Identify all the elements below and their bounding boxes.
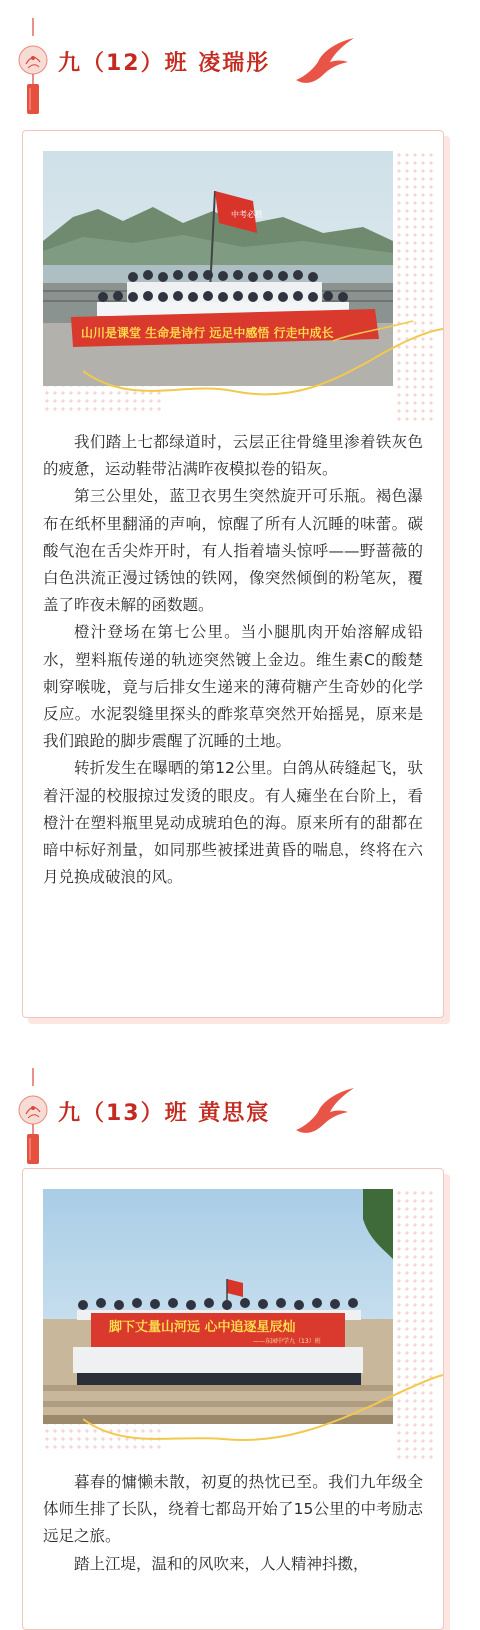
article-body [43, 1469, 423, 1578]
banner-text: 山川是课堂 生命是诗行 远足中感悟 行走中成长 [81, 326, 334, 340]
lantern-icon [18, 18, 48, 118]
paragraph: 橙汁登场在第七公里。当小腿肌肉开始溶解成铅水，塑料瓶传递的轨迹突然镀上金边。维生素C的酸楚刺穿喉咙，竟与后排女生递来的薄荷糖产生奇妙的化学反应。水泥裂缝里探头的酢浆草突然开始摇晃，原来是我们踉跄的脚步震醒了沉睡的土地。 [43, 623, 423, 751]
page-title: 九（12）班 凌瑞彤 [58, 51, 271, 76]
photo-frame [43, 1189, 423, 1449]
group-photo [43, 151, 393, 386]
article-card [22, 130, 444, 1018]
paragraph: 第三公里处，蓝卫衣男生突然旋开可乐瓶。褐色瀑布在纸杯里翻涌的声响，惊醒了所有人沉睡的味蕾。碳酸气泡在舌尖炸开时，有人指着墙头惊呼——野蔷薇的白色洪流正漫过锈蚀的铁网，像突然倾倒的粉笔灰，覆盖了昨夜未解的函数题。 [43, 487, 423, 615]
article-card [22, 1168, 444, 1630]
photo-frame [43, 151, 423, 411]
flag-text: 中考必胜 [231, 210, 263, 219]
page-title: 九（13）班 黄思宸 [58, 1101, 271, 1126]
paragraph: 踏上江堤，温和的风吹来，人人精神抖擞， [74, 1554, 369, 1573]
section-header [0, 1050, 480, 1170]
paragraph: 转折发生在曝晒的第12公里。白鸽从砖缝起飞，驮着汗湿的校服掠过发烫的眼皮。有人瘫坐在台阶上，看橙汁在塑料瓶里晃动成琥珀色的海。原来所有的甜都在暗中标好剂量，如同那些被揉进黄昏的喘息，终将在六月兑换成破浪的风。 [43, 759, 423, 887]
dot-pattern [43, 1419, 163, 1453]
flying-bird-icon [292, 36, 356, 92]
dot-pattern [395, 151, 435, 421]
section-header [0, 0, 480, 120]
dot-pattern [395, 1189, 435, 1459]
paragraph: 我们踏上七都绿道时，云层正往骨缝里渗着铁灰色的疲惫，运动鞋带沾满昨夜模拟卷的铅灰。 [43, 433, 423, 479]
banner-text: 脚下丈量山河远 心中追逐星辰灿 [109, 1320, 296, 1335]
section-class-13 [0, 1050, 480, 1610]
banner-subtext: ——东园中学九（13）班 [253, 1338, 321, 1345]
paragraph: 暮春的慵懒未散，初夏的热忱已至。我们九年级全体师生排了长队，绕着七都岛开始了15公里的中考励志远足之旅。 [43, 1473, 423, 1546]
dot-pattern [43, 381, 163, 415]
article-body [43, 429, 423, 891]
group-photo [43, 1189, 393, 1424]
lantern-icon [18, 1068, 48, 1168]
flying-bird-icon [292, 1086, 356, 1142]
